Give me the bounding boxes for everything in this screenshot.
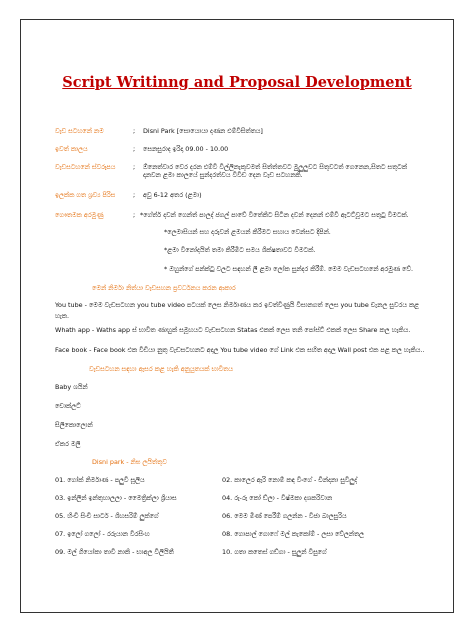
cast-item: 02. කාලෙර ඇරි නොම් කඳ විංගේ - චින්දනා සුවිලුද් (222, 476, 358, 484)
field-value-air-time: සෙනසුරාද ඉරිදා 09.00 - 10.00 (143, 145, 229, 153)
cast-item: 01. ගෝක් නිර්මාණ - පලුවී සූලිය (55, 476, 145, 484)
list-item: චොක්ලට් (55, 402, 81, 410)
section-heading-promotion: මෙන් නිර්මා නිත්යා වැඩසහන ප්‍රවර්ධනය කරන ආකාර (92, 284, 236, 292)
field-label-objectives: ගෞතමක අරමුණු (55, 211, 104, 219)
cast-item: 06. මෙම මිණ් පෙරීම් ගලන්න - විජා බාලසුරිය (222, 512, 347, 520)
field-colon: ; (133, 163, 136, 171)
field-label-audience: ඉලක්ක ගත ශ්‍රව්‍ය පිරිස (55, 191, 116, 199)
field-value-format: ඕනෙත්වාර වෙර දරන ළුම්වී විල්ලිනැකුවමත් සිත්ත්තවට මුලුලුවට සිතුවටත් ගෙනෙන,සිතට සතුටක් දානවන ළමා කාලයේ සුන්දරත්වය විවිඩ දෙන වැඩ සටහනකි. (143, 163, 408, 179)
cast-item: 08. ගොපාල් ගොෆේ මල් කැකෝම් - ලසා වේලන්තල (222, 530, 365, 538)
list-item: ඒකර මලි (55, 440, 81, 448)
promo-facebook: Face book - Face book එක වීඩියා නුතු වැඩසටහනට අදාල You tube video ගේ Link එක සහිත අදාල Wall post එක පළ කල හැකිය.. (55, 346, 425, 354)
promo-youtube: You tube - මෙම වැඩසටහන you tube video පටයක් ලෙස නිර්මාණය කර ඉවත්විණුයි විසානගත් ලෙස you tube චැනල සුවරය කළ හැක. (55, 301, 420, 320)
field-colon: ; (133, 127, 136, 135)
section-heading-involvement: වැඩසටහන සඳහා ඇසර කළ හැකි අනුයුතයක් භාවිතය (89, 365, 233, 373)
field-colon: ; (133, 211, 136, 219)
list-item: Baby ශයින් (55, 383, 88, 391)
promo-whatsapp: Whath app - Waths app ස් භාවිත ණාහුක් සමූහයට වැඩසටහන Statas එකක් ලෙස තනි පෝස්ට් එකක් ලෙස Share කල හැකිය. (55, 326, 411, 334)
list-item: සිලිකොලොන් (55, 421, 93, 429)
section-heading-cast: Disni park - නිඝ ලයිත්තුව (92, 458, 167, 466)
objective-item: *ලෙමාසියන් සහ දරුවන් ළමයන් කිරීමට සහාය වෙන්සට දිපින්. (164, 228, 331, 236)
field-colon: ; (133, 145, 136, 153)
cast-item: 10. ගතා කතෙස් ගඩ්ගා - සුලුන් විසුගේ (222, 548, 327, 556)
field-label-format: වැඩසටහනේ ස්වරූපය (55, 163, 116, 171)
field-value-audience: අවු 6-12 අතර (ළමා) (143, 191, 202, 199)
cast-item: 03. ඉන්ලින් ඉන්තුහාලලා - මෛත්‍රික්ලා ශ්‍රියාස (55, 494, 177, 502)
cast-item: 09. මල් ගියෝකා තාවි නාකි - භාඅල විලියිතී (55, 548, 174, 556)
cast-item: 05. හිංචි සිංචි සාර්ට - ශිහසරිම් ලුක්ගේ (55, 512, 159, 520)
cast-item: 04. රු-රු කෝ ඩ්ලා - විෂ්මකා දශකරිවාන (222, 494, 333, 502)
objective-item: * ඔහුන්ගේ පන්ක්ටු වලට සඳහන් ලී ළමා ලෝක සුන්දර කිරීම්. මෙම වැඩසටහනේ අරමුණ වේ. (164, 265, 414, 273)
objective-item: *ගේත්‌ර් දවන් ගෙන්ත් පාලද් ජගල් පාවේ විතේකිට සිටින දවන් දෙනන් ළුම්වී ඇටට්වූමට සතුටු වීමටක්. (140, 211, 409, 219)
page-title: Script Writinng and Proposal Development (62, 74, 412, 91)
field-label-program-name: වැඩ සටහනේ නම (55, 127, 104, 135)
field-value-program-name: Disni Park [සොයොයා දණන ළුම්විසිත්තය] (143, 127, 263, 135)
field-label-air-time: ඉවත් කාලය (55, 145, 88, 153)
objective-item: *ළමා විනෝදයිත් තමා කිරීමිට සමය ශික්ෂතාවට විමටක්. (164, 246, 316, 254)
field-colon: ; (133, 191, 136, 199)
cast-item: 07. ඉලෝ ගලෝ - රරුයාන විරසිංහ (55, 530, 150, 538)
